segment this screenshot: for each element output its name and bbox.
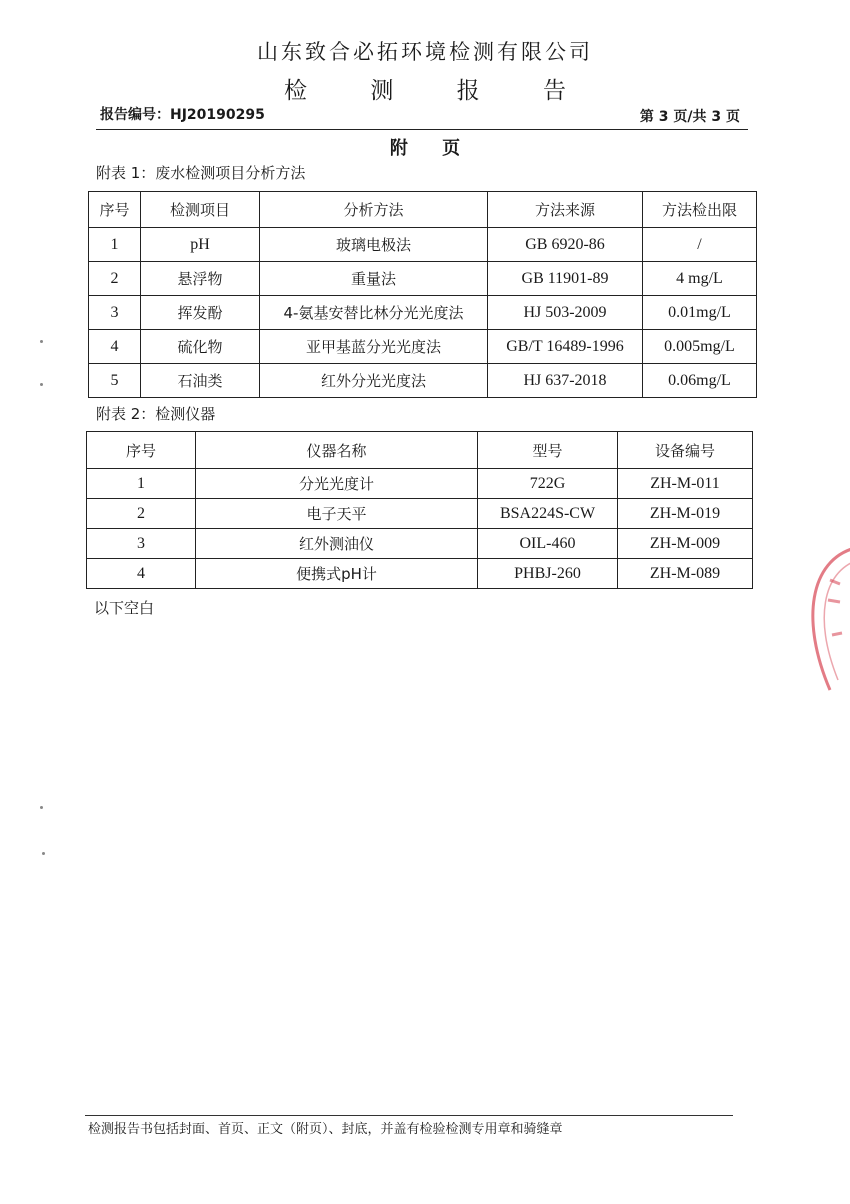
cell-index: 2 xyxy=(89,262,141,296)
cell-index: 3 xyxy=(89,296,141,330)
col-header-device-no: 设备编号 xyxy=(618,432,753,469)
cell-instrument: 分光光度计 xyxy=(196,469,478,499)
col-header-index: 序号 xyxy=(89,192,141,228)
scan-speck xyxy=(40,383,43,386)
report-meta xyxy=(100,104,740,126)
cell-method: 4-氨基安替比林分光光度法 xyxy=(260,296,488,330)
cell-instrument: 红外测油仪 xyxy=(196,529,478,559)
cell-source: GB 11901-89 xyxy=(488,262,643,296)
col-header-instrument: 仪器名称 xyxy=(196,432,478,469)
cell-limit: 4 mg/L xyxy=(643,262,757,296)
page-info: 第 3 页/共 3 页 xyxy=(639,109,740,125)
table-row xyxy=(89,330,757,364)
cell-device-no: ZH-M-011 xyxy=(618,469,753,499)
cell-model: BSA224S-CW xyxy=(478,499,618,529)
table-row xyxy=(89,228,757,262)
table-row xyxy=(89,296,757,330)
cell-device-no: ZH-M-089 xyxy=(618,559,753,589)
cell-instrument: 电子天平 xyxy=(196,499,478,529)
cell-device-no: ZH-M-009 xyxy=(618,529,753,559)
cell-item: 悬浮物 xyxy=(141,262,260,296)
table-row xyxy=(87,559,753,589)
col-header-index: 序号 xyxy=(87,432,196,469)
cell-limit: 0.005mg/L xyxy=(643,330,757,364)
footer-rule xyxy=(85,1115,733,1116)
instrument-table xyxy=(86,431,753,589)
seal-stamp-icon xyxy=(800,540,850,700)
cell-item: 硫化物 xyxy=(141,330,260,364)
cell-limit: / xyxy=(643,228,757,262)
table2-caption: 附表 2：检测仪器 xyxy=(96,405,216,423)
cell-model: OIL-460 xyxy=(478,529,618,559)
company-name: 山东致合必拓环境检测有限公司 xyxy=(257,40,593,64)
cell-limit: 0.06mg/L xyxy=(643,364,757,398)
cell-source: HJ 503-2009 xyxy=(488,296,643,330)
table-row xyxy=(89,262,757,296)
cell-index: 2 xyxy=(87,499,196,529)
table-row xyxy=(89,364,757,398)
cell-source: GB/T 16489-1996 xyxy=(488,330,643,364)
col-header-model: 型号 xyxy=(478,432,618,469)
scan-speck xyxy=(40,340,43,343)
cell-method: 亚甲基蓝分光光度法 xyxy=(260,330,488,364)
cell-index: 1 xyxy=(87,469,196,499)
col-header-limit: 方法检出限 xyxy=(643,192,757,228)
cell-source: HJ 637-2018 xyxy=(488,364,643,398)
footer-note: 检测报告书包括封面、首页、正文（附页）、封底，并盖有检验检测专用章和骑缝章 xyxy=(88,1122,563,1137)
cell-item: pH xyxy=(141,228,260,262)
scan-speck xyxy=(40,806,43,809)
report-title: 检 测 报 告 xyxy=(284,78,594,104)
cell-method: 玻璃电极法 xyxy=(260,228,488,262)
scan-speck xyxy=(42,852,45,855)
table-row xyxy=(87,469,753,499)
cell-item: 挥发酚 xyxy=(141,296,260,330)
cell-method: 红外分光光度法 xyxy=(260,364,488,398)
cell-method: 重量法 xyxy=(260,262,488,296)
analysis-method-table xyxy=(88,191,757,398)
cell-index: 4 xyxy=(89,330,141,364)
header-rule xyxy=(96,129,748,130)
table-row xyxy=(87,529,753,559)
blank-note: 以下空白 xyxy=(94,599,155,617)
cell-model: PHBJ-260 xyxy=(478,559,618,589)
cell-index: 1 xyxy=(89,228,141,262)
cell-limit: 0.01mg/L xyxy=(643,296,757,330)
table-header-row xyxy=(89,192,757,228)
cell-device-no: ZH-M-019 xyxy=(618,499,753,529)
cell-index: 4 xyxy=(87,559,196,589)
table1-caption: 附表 1：废水检测项目分析方法 xyxy=(96,164,306,182)
report-number: 报告编号：HJ20190295 xyxy=(100,107,265,123)
cell-model: 722G xyxy=(478,469,618,499)
col-header-method: 分析方法 xyxy=(260,192,488,228)
cell-item: 石油类 xyxy=(141,364,260,398)
cell-index: 5 xyxy=(89,364,141,398)
cell-index: 3 xyxy=(87,529,196,559)
table-header-row xyxy=(87,432,753,469)
col-header-item: 检测项目 xyxy=(141,192,260,228)
appendix-title: 附 页 xyxy=(389,138,475,159)
table-row xyxy=(87,499,753,529)
cell-source: GB 6920-86 xyxy=(488,228,643,262)
cell-instrument: 便携式pH计 xyxy=(196,559,478,589)
col-header-source: 方法来源 xyxy=(488,192,643,228)
